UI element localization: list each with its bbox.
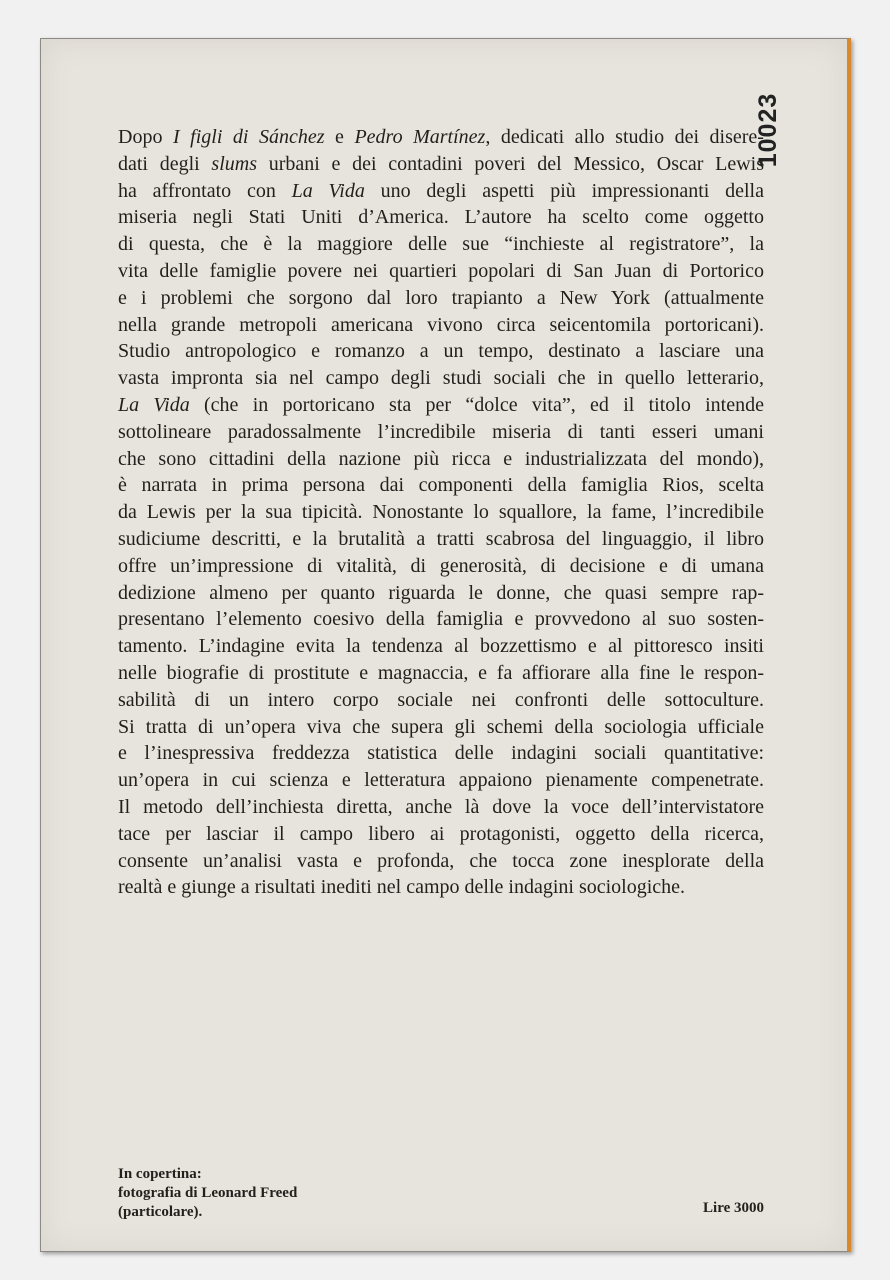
blurb-line: da Lewis per la sua tipicità. Nonostante lo squallore, la fame, l’incredibile bbox=[118, 501, 764, 524]
blurb-line: presentano l’elemento coesivo della famiglia e provvedono al suo sosten- bbox=[118, 608, 764, 631]
blurb-line: offre un’impressione di vitalità, di generosità, di decisione e di umana bbox=[118, 554, 764, 577]
blurb-line: Studio antropologico e romanzo a un tempo, destinato a lasciare una bbox=[118, 340, 764, 363]
blurb-line: che sono cittadini della nazione più ricca e industrializzata del mondo), bbox=[118, 447, 764, 470]
blurb-line: dedizione almeno per quanto riguarda le donne, che quasi sempre rap- bbox=[118, 581, 764, 604]
blurb-text bbox=[118, 124, 764, 901]
blurb-line: e l’inespressiva freddezza statistica delle indagini sociali quantitative: bbox=[118, 742, 764, 765]
blurb-line: un’opera in cui scienza e letteratura appaiono pienamente compenetrate. bbox=[118, 769, 764, 792]
blurb-line: La Vida (che in portoricano sta per “dolce vita”, ed il titolo intende bbox=[118, 393, 764, 416]
blurb-line: miseria negli Stati Uniti d’America. L’autore ha scelto come oggetto bbox=[118, 206, 764, 229]
blurb-line: Il metodo dell’inchiesta diretta, anche là dove la voce dell’intervistatore bbox=[118, 795, 764, 818]
catalog-number: 10023 bbox=[754, 92, 782, 168]
blurb-line: di questa, che è la maggiore delle sue “inchieste al registratore”, la bbox=[118, 233, 764, 256]
blurb-line: consente un’analisi vasta e profonda, che tocca zone inesplorate della bbox=[118, 849, 764, 872]
cover-credit-note: (particolare). bbox=[118, 1204, 203, 1220]
blurb-line: e i problemi che sorgono dal loro trapianto a New York (attualmente bbox=[118, 286, 764, 309]
blurb-line: ha affrontato con La Vida uno degli aspetti più impressionanti della bbox=[118, 179, 764, 202]
blurb-line: nella grande metropoli americana vivono circa seicentomila portoricani). bbox=[118, 313, 764, 336]
cover-credit-photographer: fotografia di Leonard Freed bbox=[118, 1185, 298, 1201]
cover-credit-label: In copertina: bbox=[118, 1166, 202, 1182]
blurb-line: tace per lasciar il campo libero ai protagonisti, oggetto della ricerca, bbox=[118, 822, 764, 845]
blurb-line: nelle biografie di prostitute e magnaccia, e fa affiorare alla fine le respon- bbox=[118, 661, 764, 684]
price-label: Lire 3000 bbox=[703, 1200, 764, 1216]
blurb-line: vasta impronta sia nel campo degli studi sociali che in quello letterario, bbox=[118, 367, 764, 390]
blurb-line: Dopo I figli di Sánchez e Pedro Martínez, dedicati allo studio dei disere- bbox=[118, 126, 764, 148]
blurb-line: sudiciume descritti, e la brutalità a tratti scabrosa del linguaggio, il libro bbox=[118, 527, 764, 550]
blurb-line: sottolineare paradossalmente l’incredibile miseria di tanti esseri umani bbox=[118, 420, 764, 443]
blurb-line: vita delle famiglie povere nei quartieri popolari di San Juan di Portorico bbox=[118, 259, 764, 282]
blurb-line: realtà e giunge a risultati inediti nel campo delle indagini sociologiche. bbox=[118, 876, 686, 899]
blurb-line: è narrata in prima persona dai componenti della famiglia Rios, scelta bbox=[118, 474, 764, 497]
cover-credit bbox=[118, 1165, 297, 1222]
blurb-line: sabilità di un intero corpo sociale nei confronti delle sottoculture. bbox=[118, 688, 764, 711]
blurb-line: tamento. L’indagine evita la tendenza al bozzettismo e al pittoresco insiti bbox=[118, 635, 764, 658]
blurb-line: Si tratta di un’opera viva che supera gli schemi della sociologia ufficiale bbox=[118, 715, 764, 738]
blurb-line: dati degli slums urbani e dei contadini poveri del Messico, Oscar Lewis bbox=[118, 152, 764, 175]
